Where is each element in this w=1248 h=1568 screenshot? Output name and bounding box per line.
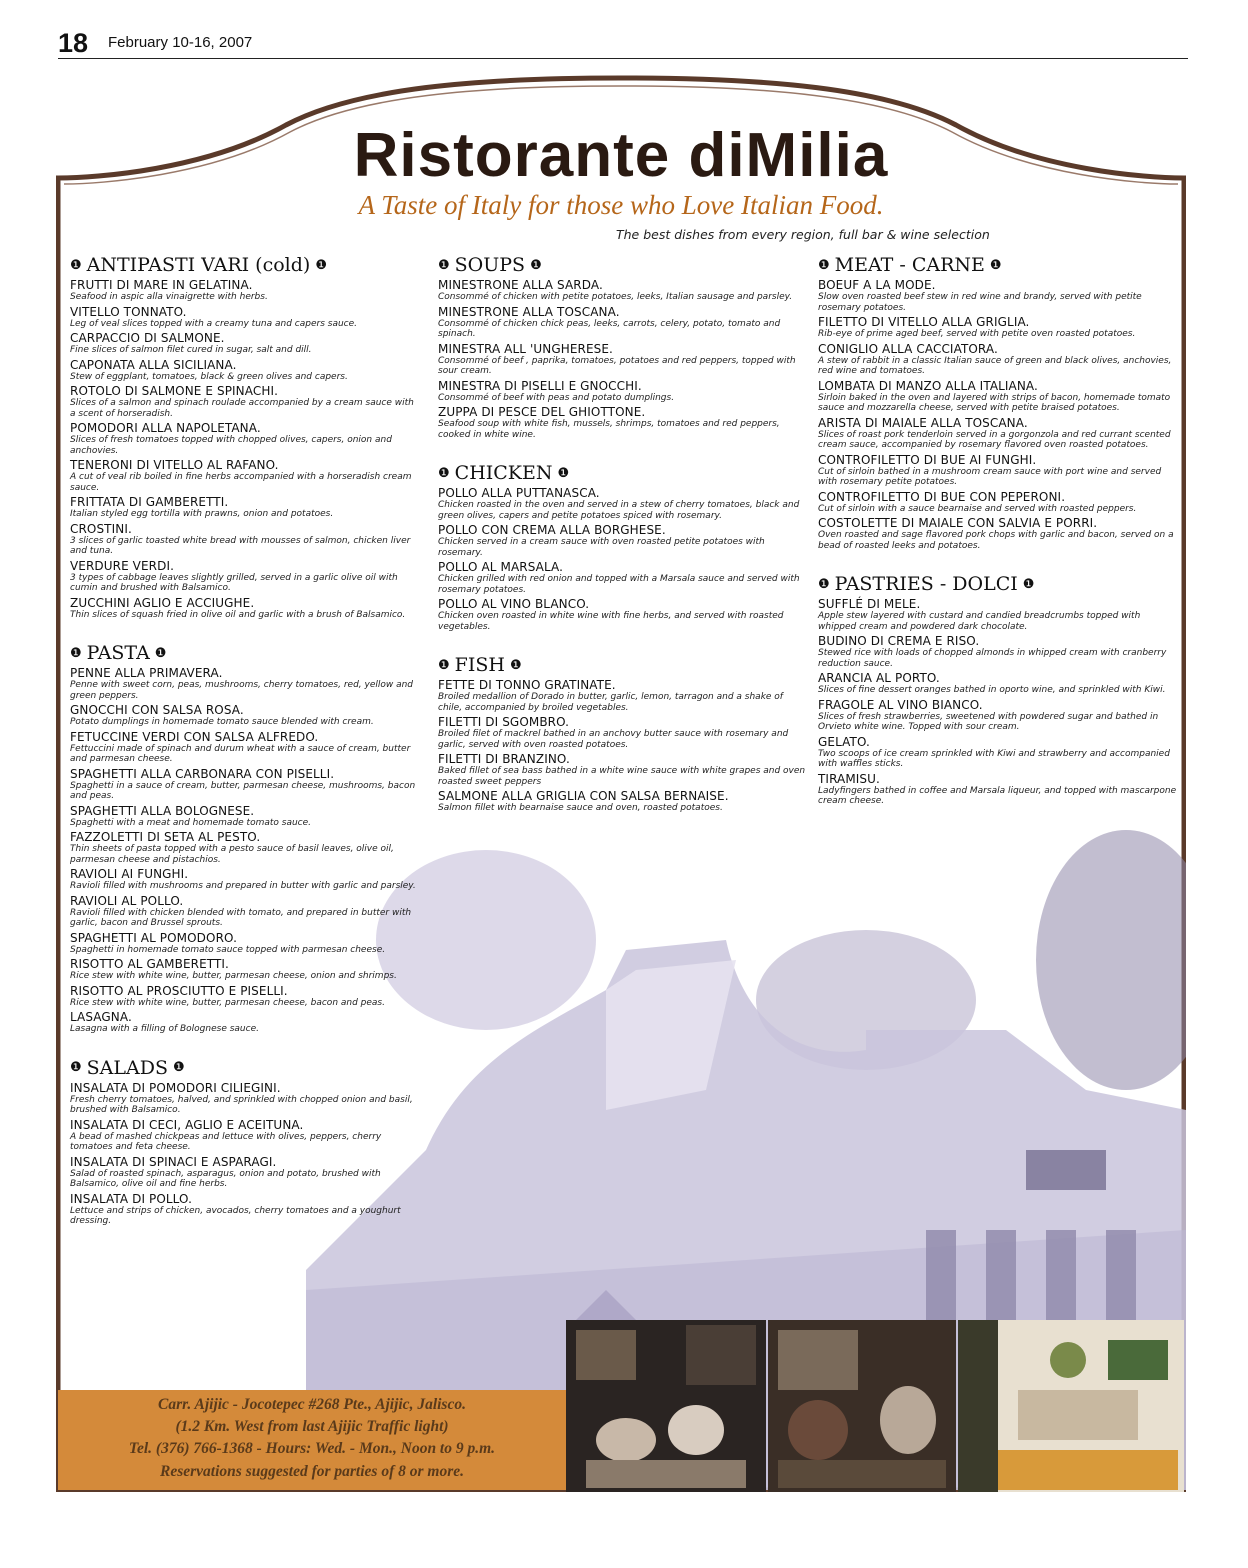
menu-item-name: RAVIOLI AI FUNGHI. xyxy=(70,867,189,881)
menu-item-name: ZUCCHINI AGLIO E ACCIUGHE. xyxy=(70,595,255,610)
menu-item xyxy=(70,831,420,865)
menu-item-name: FETUCCINE VERDI CON SALSA ALFREDO. xyxy=(70,729,319,744)
menu-item-name: FILETTI DI BRANZINO. xyxy=(438,752,570,766)
menu-item-name: GNOCCHI CON SALSA ROSA. xyxy=(70,703,244,717)
menu-item-description: Baked fillet of sea bass bathed in a white wine sauce with white grapes and oven roasted sweet peppers xyxy=(438,766,806,787)
menu-item-name: PENNE ALLA PRIMAVERA. xyxy=(70,666,223,680)
menu-item-name: POMODORI ALLA NAPOLETANA. xyxy=(70,421,261,435)
menu-item-name: BUDINO DI CREMA E RISO. xyxy=(818,634,980,648)
menu-item-name: POLLO AL MARSALA. xyxy=(438,560,564,574)
menu-item xyxy=(818,672,1178,696)
info-bar xyxy=(58,1390,566,1490)
menu-item-description: Two scoops of ice cream sprinkled with Kiwi and strawberry and accompanied with waffles sticks. xyxy=(818,748,1170,769)
menu-item xyxy=(818,635,1178,669)
menu-item-name: MINESTRONE ALLA TOSCANA. xyxy=(438,304,620,319)
section-title-text: CHICKEN xyxy=(454,462,553,484)
section-title-chicken xyxy=(438,462,808,484)
menu-item-description: Sirloin baked in the oven and layered with strips of bacon, homemade tomato sauce and mozzarella cheese, served with petite braised potatoes. xyxy=(818,392,1171,413)
section-title-salads xyxy=(70,1057,420,1079)
dining-photo-2 xyxy=(768,1320,956,1492)
menu-item xyxy=(70,496,420,520)
menu-item-description: Salmon fillet with bearnaise sauce and oven, roasted potatoes. xyxy=(438,803,723,813)
menu-item-description: Thin slices of squash fried in olive oil and garlic with a brush of Balsamico. xyxy=(70,609,406,620)
section-title-text: PASTRIES - DOLCI xyxy=(834,573,1018,595)
dining-photo-3 xyxy=(958,1320,1184,1492)
menu-item-name: ARANCIA AL PORTO. xyxy=(818,671,940,685)
menu-item xyxy=(818,598,1178,632)
menu-item xyxy=(70,731,420,765)
leaf-left-icon: ❶ xyxy=(438,257,450,273)
menu-item xyxy=(70,459,420,493)
menu-item-name: CONTROFILETTO DI BUE CON PEPERONI. xyxy=(818,489,1066,504)
section-title-pasta xyxy=(70,642,420,664)
menu-item-name: RISOTTO AL GAMBERETTI. xyxy=(70,957,229,971)
menu-item-name: CONTROFILETTO DI BUE AI FUNGHI. xyxy=(818,452,1037,467)
leaf-left-icon: ❶ xyxy=(70,257,82,273)
menu-item xyxy=(70,805,420,829)
menu-item-name: MINESTRONE ALLA SARDA. xyxy=(438,278,603,292)
menu-item-name: RISOTTO AL PROSCIUTTO E PISELLI. xyxy=(70,983,288,998)
leaf-right-icon: ❶ xyxy=(557,465,570,481)
section-title-text: PASTA xyxy=(86,642,150,664)
menu-item-name: CARPACCIO DI SALMONE. xyxy=(70,331,225,345)
menu-item-name: ROTOLO DI SALMONE E SPINACHI. xyxy=(70,384,278,398)
menu-item-name: VERDURE VERDI. xyxy=(70,558,175,573)
menu-item xyxy=(818,279,1178,313)
menu-item-name: CAPONATA ALLA SICILIANA. xyxy=(70,357,237,372)
menu-item-description: Chicken grilled with red onion and topped with a Marsala sauce and served with rosemary potatoes. xyxy=(438,574,800,595)
section-title-antipasti xyxy=(70,254,420,276)
menu-item xyxy=(438,487,808,521)
page-date: February 10-16, 2007 xyxy=(108,34,253,51)
menu-item-description: Ravioli filled with chicken blended with tomato, and prepared in butter with garlic, bacon and Brussel sprouts. xyxy=(70,907,412,928)
section-title-text: ANTIPASTI VARI (cold) xyxy=(86,254,311,276)
menu-item xyxy=(70,560,420,594)
menu-item-description: Fine slices of salmon filet cured in sugar, salt and dill. xyxy=(70,345,312,355)
menu-item-description: Consommé of chicken with petite potatoes, leeks, Italian sausage and parsley. xyxy=(438,292,793,302)
menu-item-name: ARISTA DI MAIALE ALLA TOSCANA. xyxy=(818,415,1028,430)
page-number: 18 xyxy=(58,28,89,58)
menu-item xyxy=(818,736,1178,770)
menu-item xyxy=(70,332,420,356)
menu-column-3 xyxy=(818,254,1178,829)
menu-item xyxy=(818,517,1178,551)
menu-item-description: Broiled filet of mackrel bathed in an anchovy butter sauce with rosemary and garlic, served with oven roasted potatoes. xyxy=(438,729,789,750)
menu-item-name: COSTOLETTE DI MAIALE CON SALVIA E PORRI. xyxy=(818,516,1098,530)
restaurant-title: Ristorante diMilia xyxy=(353,121,889,190)
menu-item-name: CROSTINI. xyxy=(70,521,132,536)
leaf-left-icon: ❶ xyxy=(438,465,450,481)
section-antipasti xyxy=(70,254,420,620)
menu-item-description: Rice stew with white wine, butter, parmesan cheese, onion and shrimps. xyxy=(70,971,397,981)
menu-item-name: SUFFLÉ DI MELE. xyxy=(818,597,921,611)
menu-item-description: Thin sheets of pasta topped with a pesto sauce of basil leaves, olive oil, parmesan cheese and pistachios. xyxy=(70,844,394,865)
menu-item xyxy=(70,868,420,892)
leaf-left-icon: ❶ xyxy=(70,1060,82,1075)
leaf-right-icon: ❶ xyxy=(989,257,1002,273)
menu-item-description: Slices of roast pork tenderloin served in a gorgonzola and red currant scented cream sauce, accompanied by rosemary flavored oven roasted potatoes. xyxy=(818,429,1171,450)
menu-item-name: FRUTTI DI MARE IN GELATINA. xyxy=(70,278,253,292)
menu-item xyxy=(70,279,420,303)
menu-item-description: Slices of fresh tomatoes topped with chopped olives, capers, onion and anchovies. xyxy=(70,435,392,456)
menu-item-description: Oven roasted and sage flavored pork chops with garlic and bacon, served on a bead of roasted leeks and potatoes. xyxy=(818,530,1174,551)
menu-item xyxy=(70,704,420,728)
menu-item-description: Penne with sweet corn, peas, mushrooms, cherry tomatoes, red, yellow and green peppers. xyxy=(70,680,414,701)
menu-item-name: POLLO AL VINO BLANCO. xyxy=(438,597,590,611)
section-title-text: MEAT - CARNE xyxy=(834,254,985,276)
menu-item xyxy=(438,306,808,340)
section-title-text: SALADS xyxy=(86,1056,168,1079)
restaurant-ad xyxy=(56,70,1186,1492)
menu-item xyxy=(438,598,808,632)
leaf-right-icon: ❶ xyxy=(315,257,327,273)
menu-item-description: Fettuccini made of spinach and durum wheat with a sauce of cream, butter and parmesan cheese. xyxy=(70,743,411,764)
menu-item xyxy=(70,985,420,1009)
menu-item-description: Seafood soup with white fish, mussels, shrimps, tomatoes and red peppers, cooked in white wine. xyxy=(438,419,780,440)
menu-item xyxy=(70,958,420,982)
menu-item xyxy=(438,679,808,713)
section-title-text: SOUPS xyxy=(454,254,526,276)
menu-item-description: Consommé of chicken chick peas, leeks, carrots, celery, potato, tomato and spinach. xyxy=(438,318,781,339)
section-title-text: FISH xyxy=(454,654,505,676)
menu-item-name: GELATO. xyxy=(818,734,870,749)
menu-item-name: SPAGHETTI AL POMODORO. xyxy=(70,930,237,945)
info-address: Carr. Ajijic - Jocotepec #268 Pte., Ajijic, Jalisco. xyxy=(158,1396,466,1413)
menu-item-description: Slices of fresh strawberries, sweetened with powdered sugar and bathed in Orvieto white wine. Topped with sour cream. xyxy=(818,711,1159,732)
page-header xyxy=(58,28,1188,60)
menu-item-description: A bead of mashed chickpeas and lettuce with olives, peppers, cherry tomatoes and feta cheese. xyxy=(70,1131,382,1152)
menu-item-name: MINESTRA DI PISELLI E GNOCCHI. xyxy=(438,378,642,393)
menu-item xyxy=(438,561,808,595)
menu-item-description: Consommé of beef with peas and potato dumplings. xyxy=(438,392,675,403)
menu-item xyxy=(438,524,808,558)
menu-item xyxy=(818,343,1178,377)
menu-item-name: POLLO CON CREMA ALLA BORGHESE. xyxy=(438,523,666,537)
menu-item xyxy=(818,316,1178,340)
leaf-left-icon: ❶ xyxy=(438,657,450,673)
leaf-left-icon: ❶ xyxy=(818,257,830,273)
menu-item xyxy=(438,279,808,303)
section-soups xyxy=(438,254,808,440)
menu-item-name: FETTE DI TONNO GRATINATE. xyxy=(438,678,616,692)
menu-item xyxy=(818,454,1178,488)
info-directions: (1.2 Km. West from last Ajijic Traffic light) xyxy=(175,1418,449,1435)
menu-item xyxy=(70,385,420,419)
menu-item-description: Salad of roasted spinach, asparagus, onion and potato, brushed with Balsamico, olive oil and fine herbs. xyxy=(70,1168,381,1189)
menu-item-description: Spaghetti in a sauce of cream, butter, parmesan cheese, mushrooms, bacon and peas. xyxy=(70,780,416,801)
menu-item xyxy=(70,932,420,956)
menu-item-name: SPAGHETTI ALLA BOLOGNESE. xyxy=(70,803,255,818)
menu-item-description: Cut of sirloin bathed in a mushroom cream sauce with port wine and served with rosemary petite potatoes. xyxy=(818,466,1162,487)
menu-item xyxy=(818,417,1178,451)
menu-item xyxy=(438,406,808,440)
menu-item xyxy=(438,343,808,377)
menu-item-description: 3 types of cabbage leaves slightly grilled, served in a garlic olive oil with cumin and brushed with Balsamico. xyxy=(70,572,398,593)
menu-item-name: CONIGLIO ALLA CACCIATORA. xyxy=(818,341,998,356)
menu-column-2 xyxy=(438,254,808,836)
section-title-meat xyxy=(818,254,1178,276)
menu-item xyxy=(70,895,420,929)
menu-item-description: Slow oven roasted beef stew in red wine and brandy, served with petite rosemary potatoes. xyxy=(818,292,1142,313)
menu-item xyxy=(438,380,808,404)
menu-column-1 xyxy=(70,254,420,1249)
menu-item-name: FAZZOLETTI DI SETA AL PESTO. xyxy=(70,830,261,844)
menu-item-description: 3 slices of garlic toasted white bread with mousses of salmon, chicken liver and tuna. xyxy=(70,535,411,556)
menu-item xyxy=(70,768,420,802)
leaf-left-icon: ❶ xyxy=(70,645,82,661)
menu-item-description: Chicken roasted in the oven and served in a stew of cherry tomatoes, black and green olives, capers and petite potatoes spiced with rosemary. xyxy=(438,500,800,521)
leaf-left-icon: ❶ xyxy=(818,576,830,592)
menu-item-description: Broiled medallion of Dorado in butter, garlic, lemon, tarragon and a shake of chile, accompanied by broiled vegetables. xyxy=(438,692,783,713)
menu-item-description: Stewed rice with loads of chopped almonds in whipped cream with cranberry reduction sauce. xyxy=(818,648,1167,669)
menu-item-name: BOEUF A LA MODE. xyxy=(818,278,936,292)
menu-item-name: FRAGOLE AL VINO BIANCO. xyxy=(818,697,983,712)
menu-item-description: Rice stew with white wine, butter, parmesan cheese, bacon and peas. xyxy=(70,997,385,1008)
section-title-soups xyxy=(438,254,808,276)
menu-item-description: Chicken served in a cream sauce with oven roasted petite potatoes with rosemary. xyxy=(438,537,765,558)
info-reservations: Reservations suggested for parties of 8 or more. xyxy=(160,1463,464,1480)
menu-item-name: FILETTO DI VITELLO ALLA GRIGLIA. xyxy=(818,315,1030,329)
header-rule xyxy=(58,58,1188,59)
menu-item xyxy=(70,597,420,621)
menu-item xyxy=(70,1119,420,1153)
menu-item xyxy=(438,716,808,750)
menu-item xyxy=(818,491,1178,515)
restaurant-subtitle: The best dishes from every region, full bar & wine selection xyxy=(616,227,990,242)
menu-item-name: TENERONI DI VITELLO AL RAFANO. xyxy=(70,458,279,472)
menu-item-name: LASAGNA. xyxy=(70,1010,132,1024)
menu-item-description: Potato dumplings in homemade tomato sauce blended with cream. xyxy=(70,717,374,727)
section-title-fish xyxy=(438,654,808,676)
menu-item-description: Spaghetti with a meat and homemade tomato sauce. xyxy=(70,817,312,828)
menu-item-name: INSALATA DI POLLO. xyxy=(70,1191,193,1206)
menu-item-description: Slices of fine dessert oranges bathed in oporto wine, and sprinkled with Kiwi. xyxy=(818,685,1166,695)
menu-item-name: FILETTI DI SGOMBRO. xyxy=(438,715,570,729)
restaurant-tagline: A Taste of Italy for those who Love Italian Food. xyxy=(358,190,884,220)
menu-item-description: Leg of veal slices topped with a creamy tuna and capers sauce. xyxy=(70,318,358,329)
menu-item xyxy=(818,773,1178,807)
menu-item xyxy=(70,1193,420,1227)
menu-item-name: LOMBATA DI MANZO ALLA ITALIANA. xyxy=(818,378,1038,393)
section-meat xyxy=(818,254,1178,551)
menu-item xyxy=(70,667,420,701)
menu-item-description: A cut of veal rib boiled in fine herbs accompanied with a horseradish cream sauce. xyxy=(70,472,412,493)
menu-item-description: Rib-eye of prime aged beef, served with petite oven roasted potatoes. xyxy=(818,329,1136,339)
info-phone-hours: Tel. (376) 766-1368 - Hours: Wed. - Mon., Noon to 9 p.m. xyxy=(128,1440,496,1457)
menu-item-description: Apple stew layered with custard and candied breadcrumbs topped with whipped cream and powdered dark chocolate. xyxy=(818,611,1141,632)
menu-item-description: Ravioli filled with mushrooms and prepared in butter with garlic and parsley. xyxy=(70,881,416,891)
menu-item xyxy=(818,380,1178,414)
leaf-right-icon: ❶ xyxy=(530,257,542,273)
menu-item-name: FRITTATA DI GAMBERETTI. xyxy=(70,495,229,509)
menu-item xyxy=(438,753,808,787)
leaf-right-icon: ❶ xyxy=(509,657,522,673)
section-title-pastries xyxy=(818,573,1178,595)
menu-item xyxy=(70,359,420,383)
section-pastries xyxy=(818,573,1178,807)
menu-item xyxy=(70,1082,420,1116)
menu-item-description: Spaghetti in homemade tomato sauce topped with parmesan cheese. xyxy=(70,944,386,955)
menu-item-name: SPAGHETTI ALLA CARBONARA CON PISELLI. xyxy=(70,766,335,781)
menu-item xyxy=(70,1011,420,1035)
menu-item-description: Cut of sirloin with a sauce bearnaise and served with roasted peppers. xyxy=(818,503,1137,514)
leaf-right-icon: ❶ xyxy=(172,1060,185,1075)
leaf-right-icon: ❶ xyxy=(154,645,167,661)
menu-item-name: POLLO ALLA PUTTANASCA. xyxy=(438,486,600,500)
menu-item-description: Fresh cherry tomatoes, halved, and sprinkled with chopped onion and basil, brushed with Balsamico. xyxy=(70,1094,413,1115)
menu-item-description: Italian styled egg tortilla with prawns, onion and potatoes. xyxy=(70,509,334,519)
section-salads xyxy=(70,1057,420,1227)
menu-item-name: MINESTRA ALL 'UNGHERESE. xyxy=(438,341,613,356)
menu-item-name: SALMONE ALLA GRIGLIA CON SALSA BERNAISE. xyxy=(438,789,729,803)
menu-item xyxy=(70,1156,420,1190)
menu-item-description: A stew of rabbit in a classic Italian sauce of green and black olives, anchovies, red wine and tomatoes. xyxy=(818,355,1172,376)
dining-photo-1 xyxy=(566,1320,766,1492)
menu-item-name: INSALATA DI POMODORI CILIEGINI. xyxy=(70,1080,281,1095)
section-chicken xyxy=(438,462,808,632)
menu-item-description: Seafood in aspic alla vinaigrette with herbs. xyxy=(70,292,268,302)
menu-item-description: Lettuce and strips of chicken, avocados, cherry tomatoes and a youghurt dressing. xyxy=(70,1205,401,1226)
menu-item-name: RAVIOLI AL POLLO. xyxy=(70,893,184,908)
menu-item-description: Consommé of beef , paprika, tomatoes, potatoes and red peppers, topped with sour cream. xyxy=(438,355,796,376)
menu-item xyxy=(70,422,420,456)
menu-item-description: Chicken oven roasted in white wine with fine herbs, and served with roasted vegetables. xyxy=(438,611,784,632)
menu-item-name: INSALATA DI SPINACI E ASPARAGI. xyxy=(70,1154,277,1169)
menu-item-description: Slices of a salmon and spinach roulade accompanied by a cream sauce with a scent of horseradish. xyxy=(70,398,414,419)
menu-item-name: TIRAMISU. xyxy=(818,771,880,786)
menu-item xyxy=(70,306,420,330)
section-pasta xyxy=(70,642,420,1035)
menu-item-name: INSALATA DI CECI, AGLIO E ACEITUNA. xyxy=(70,1117,304,1132)
leaf-right-icon: ❶ xyxy=(1022,576,1035,592)
menu-item-description: Lasagna with a filling of Bolognese sauce. xyxy=(70,1024,259,1034)
menu-item xyxy=(70,523,420,557)
menu-item xyxy=(438,790,808,814)
menu-item-description: Stew of eggplant, tomatoes, black & green olives and capers. xyxy=(70,371,348,382)
menu-item-name: VITELLO TONNATO. xyxy=(70,304,187,319)
menu-item-description: Ladyfingers bathed in coffee and Marsala liqueur, and topped with mascarpone cream cheese. xyxy=(818,785,1177,806)
menu-item-name: ZUPPA DI PESCE DEL GHIOTTONE. xyxy=(438,405,646,419)
menu-item xyxy=(818,699,1178,733)
section-fish xyxy=(438,654,808,814)
